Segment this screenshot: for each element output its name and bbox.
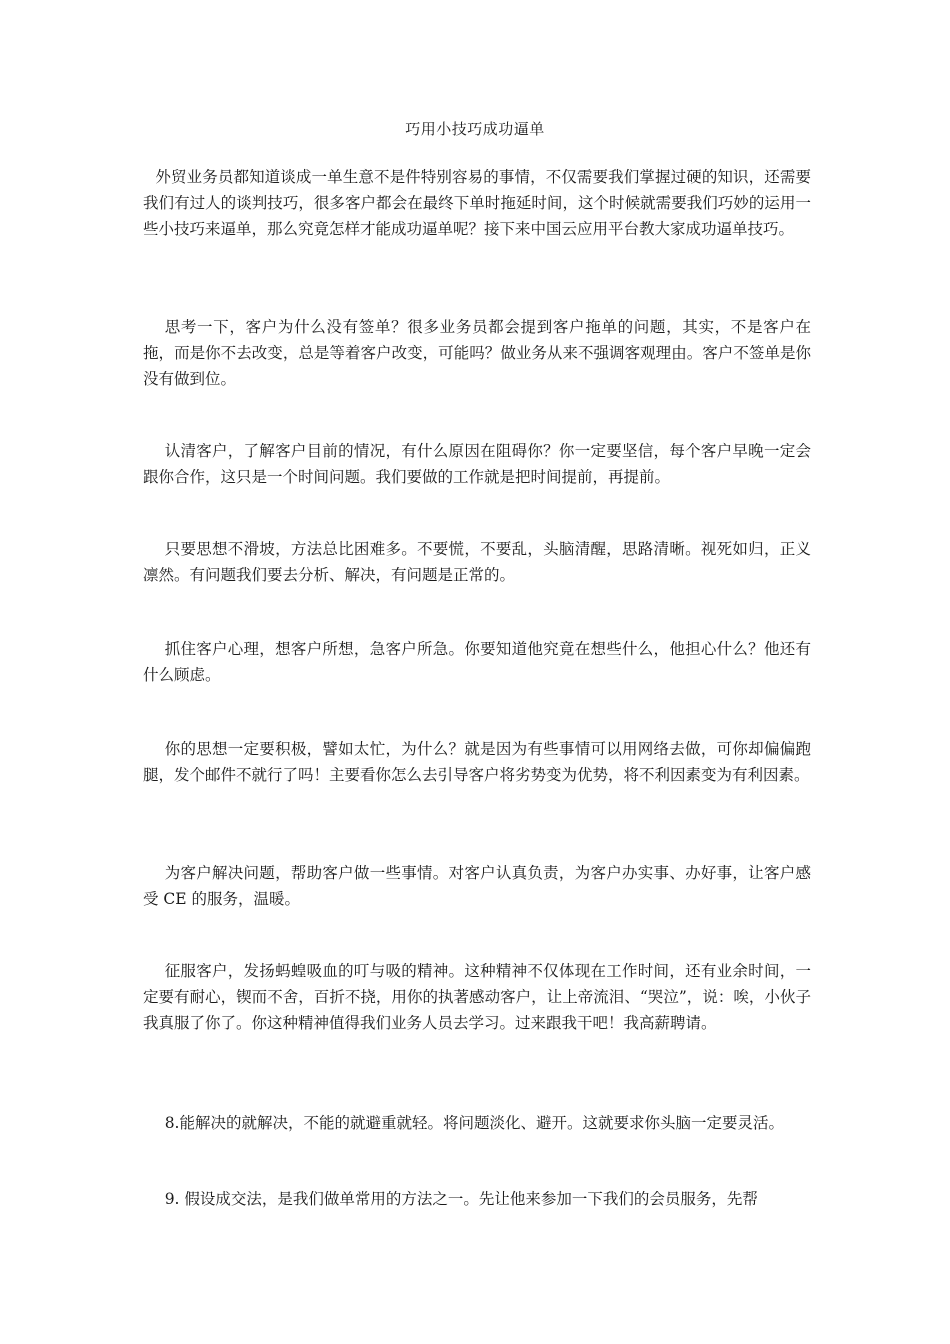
paragraph-8: 8.能解决的就解决，不能的就避重就轻。将问题淡化、避开。这就要求你头脑一定要灵活。 xyxy=(164,1114,784,1132)
intro-paragraph: 外贸业务员都知道谈成一单生意不是件特别容易的事情，不仅需要我们掌握过硬的知识，还需要我们有过人的谈判技巧，很多客户都会在最终下单时拖延时间，这个时候就需要我们巧妙的运用一些小技巧来逼单，那么究竟怎样才能成功逼单呢？接下来中国云应用平台教大家成功逼单技巧。 xyxy=(143,168,811,238)
paragraph-4: 抓住客户心理，想客户所想，急客户所急。你要知道他究竟在想些什么，他担心什么？他还有什么顾虑。 xyxy=(143,640,811,684)
paragraph-9: 9. 假设成交法，是我们做单常用的方法之一。先让他来参加一下我们的会员服务，先帮 xyxy=(164,1190,758,1208)
paragraph-2: 认清客户，了解客户目前的情况，有什么原因在阻碍你？你一定要坚信，每个客户早晚一定会跟你合作，这只是一个时间问题。我们要做的工作就是把时间提前，再提前。 xyxy=(143,442,811,486)
paragraph-3: 只要思想不滑坡，方法总比困难多。不要慌，不要乱，头脑清醒，思路清晰。视死如归，正义凛然。有问题我们要去分析、解决，有问题是正常的。 xyxy=(143,540,811,584)
paragraph-5: 你的思想一定要积极，譬如太忙，为什么？就是因为有些事情可以用网络去做，可你却偏偏跑腿，发个邮件不就行了吗！主要看你怎么去引导客户将劣势变为优势，将不利因素变为有利因素。 xyxy=(143,740,811,784)
paragraph-1: 思考一下，客户为什么没有签单？很多业务员都会提到客户拖单的问题，其实，不是客户在拖，而是你不去改变，总是等着客户改变，可能吗？做业务从来不强调客观理由。客户不签单是你没有做到位。 xyxy=(143,318,811,388)
document-title: 巧用小技巧成功逼单 xyxy=(405,120,545,138)
paragraph-7: 征服客户，发扬蚂蝗吸血的叮与吸的精神。这种精神不仅体现在工作时间，还有业余时间，一定要有耐心，锲而不舍，百折不挠，用你的执著感动客户，让上帝流泪、“哭泣”，说：唉，小伙子我真服了你了。你这种精神值得我们业务人员去学习。过来跟我干吧！我高薪聘请。 xyxy=(143,962,811,1032)
paragraph-6: 为客户解决问题，帮助客户做一些事情。对客户认真负责，为客户办实事、办好事，让客户感受 CE 的服务，温暖。 xyxy=(143,864,811,908)
